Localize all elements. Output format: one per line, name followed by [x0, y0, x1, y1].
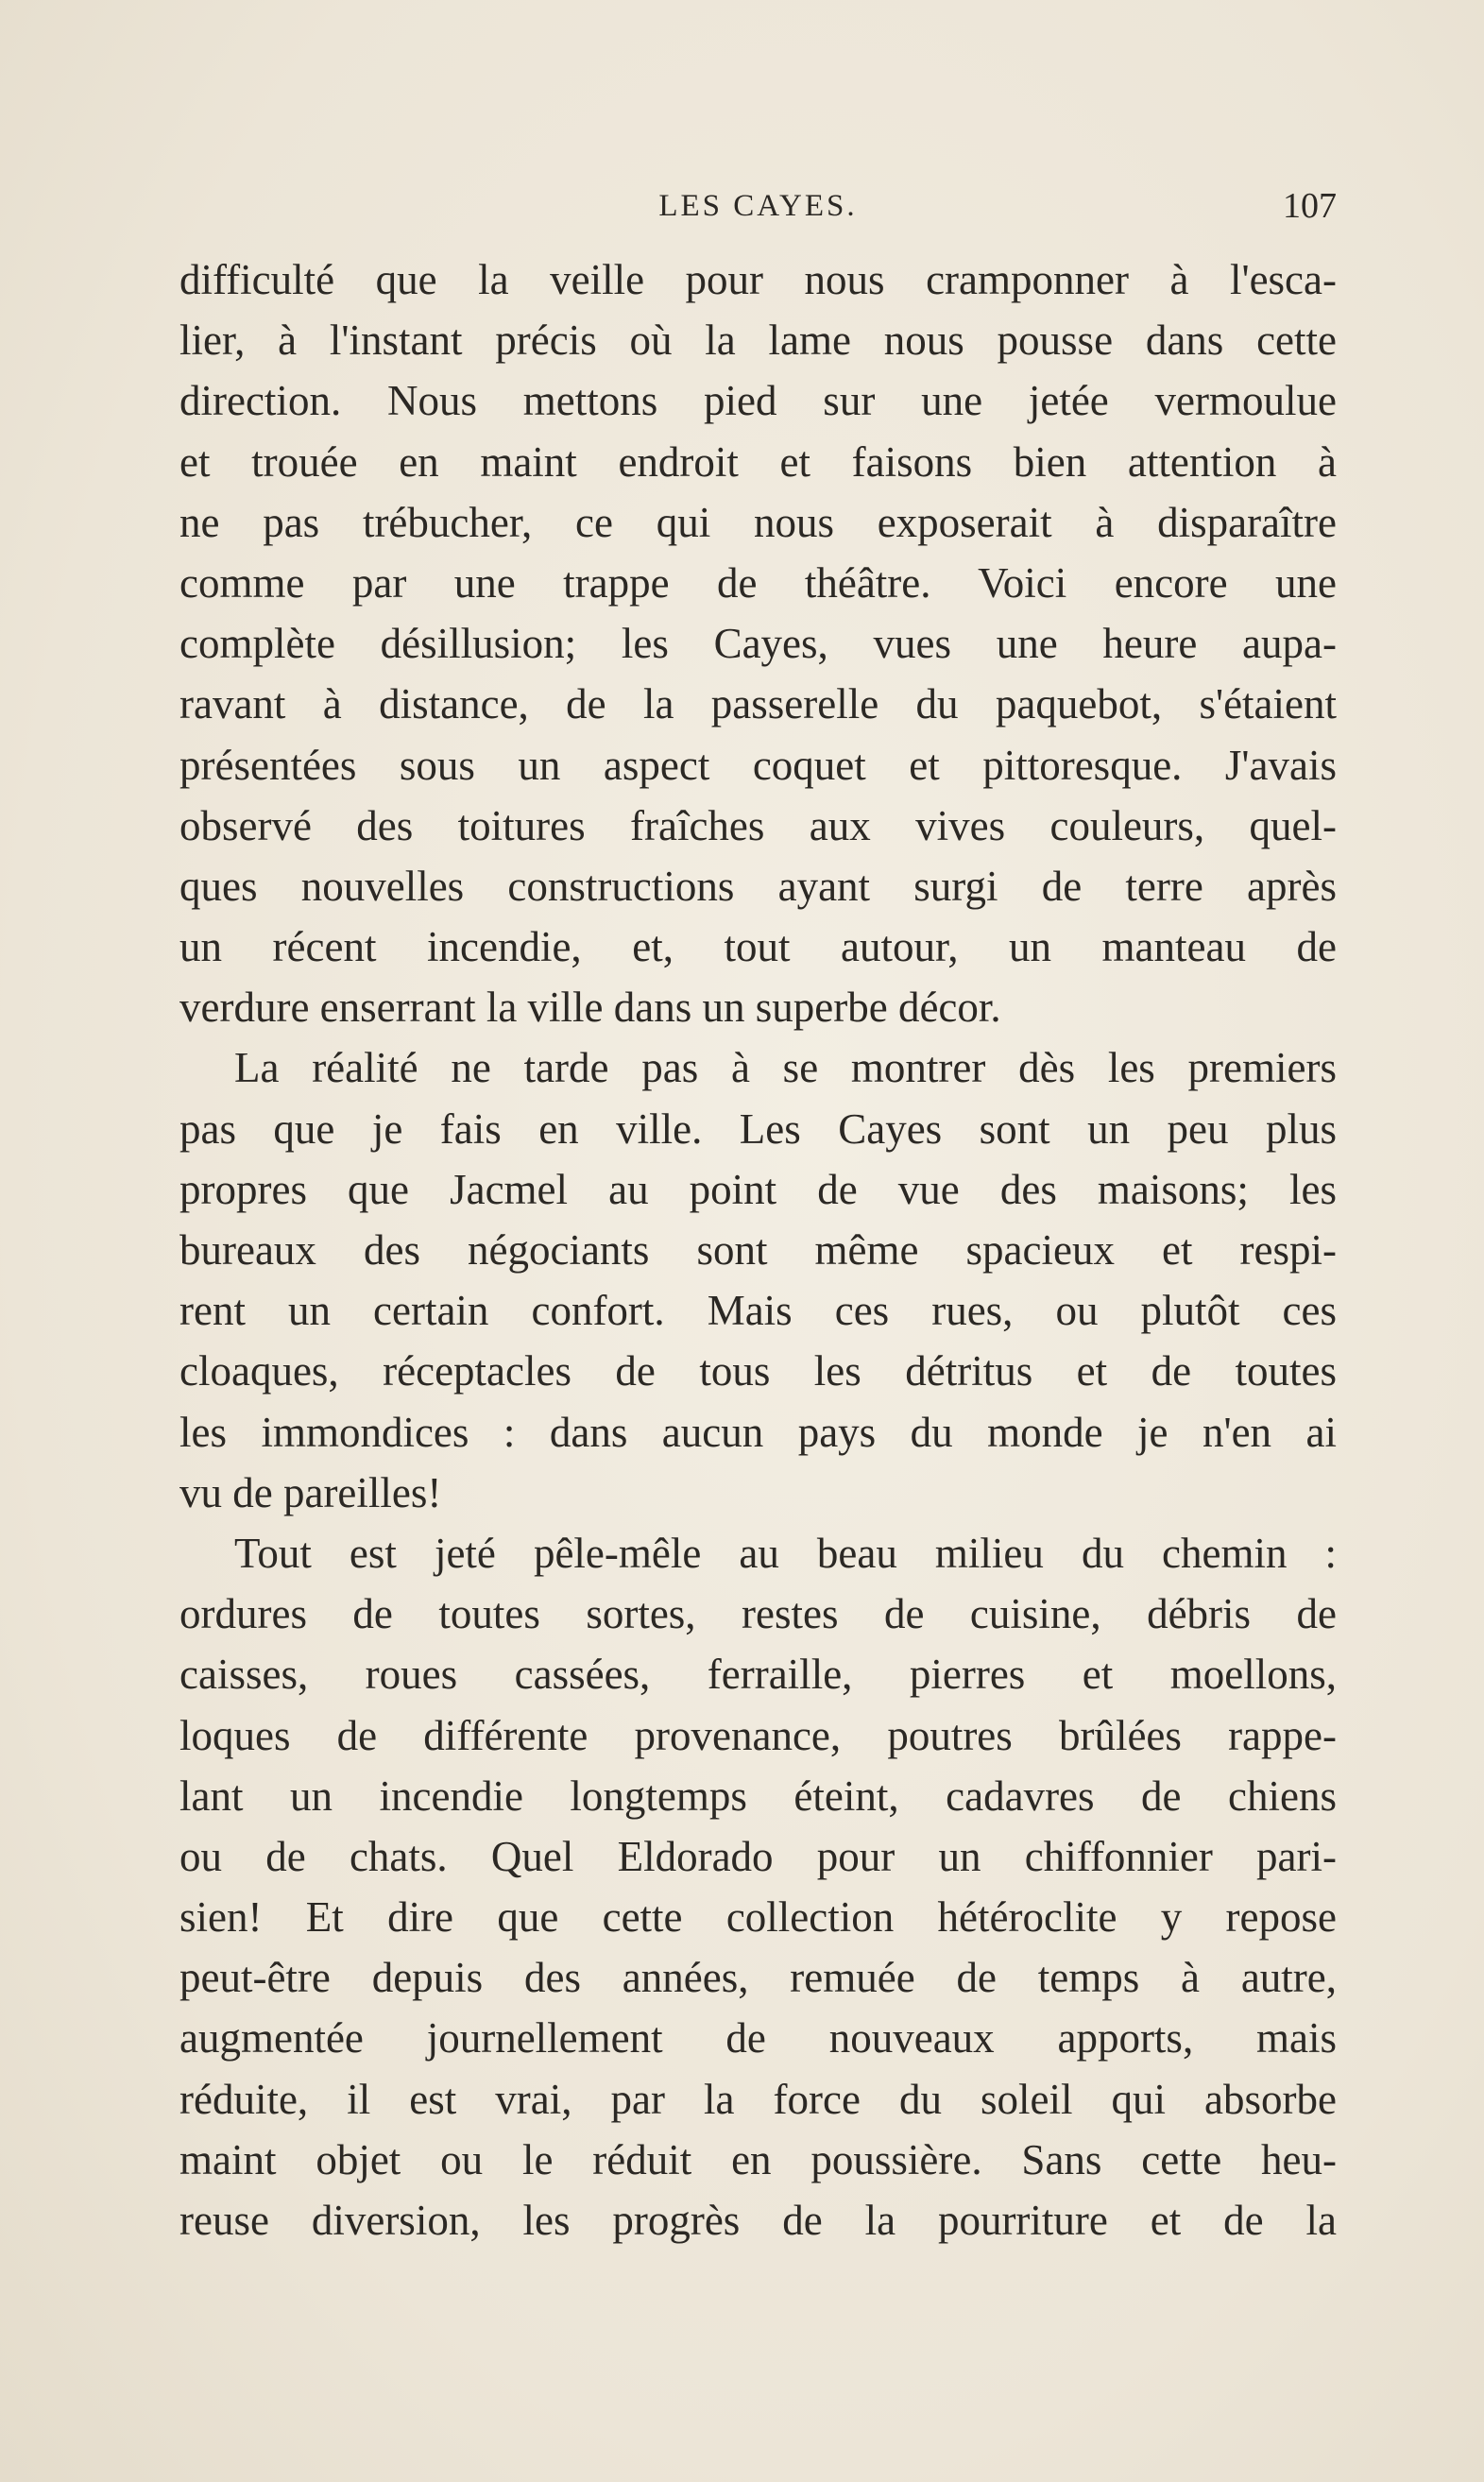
text-line: lier, à l'instant précis où la lame nous pousse dans cette	[179, 317, 1337, 365]
paragraph-start-line: La réalité ne tarde pas à se montrer dès les premiers	[234, 1044, 1337, 1092]
text-line: réduite, il est vrai, par la force du soleil qui absorbe	[179, 2075, 1337, 2123]
text-line: direction. Nous mettons pied sur une jetée vermoulue	[179, 377, 1337, 425]
text-line: reuse diversion, les progrès de la pourriture et de la	[179, 2197, 1337, 2244]
text-line: loques de différente provenance, poutres brûlées rappe-	[179, 1711, 1337, 1759]
text-line: bureaux des négociants sont même spacieux et respi-	[179, 1226, 1337, 1274]
text-line: observé des toitures fraîches aux vives couleurs, quel-	[179, 801, 1337, 849]
text-line: ordures de toutes sortes, restes de cuisine, débris de	[179, 1590, 1337, 1638]
text-line: vu de pareilles!	[179, 1468, 442, 1516]
text-line: présentées sous un aspect coquet et pittoresque. J'avais	[179, 741, 1337, 789]
text-line: pas que je fais en ville. Les Cayes sont un peu plus	[179, 1104, 1337, 1153]
text-line: cloaques, réceptacles de tous les détritus et de toutes	[179, 1347, 1337, 1395]
running-title: LES CAYES.	[658, 189, 858, 223]
text-line: sien! Et dire que cette collection hétéroclite y repose	[179, 1893, 1337, 1942]
text-line: comme par une trappe de théâtre. Voici encore une	[179, 558, 1337, 607]
text-line: les immondices : dans aucun pays du monde je n'en ai	[179, 1408, 1337, 1456]
text-line: ques nouvelles constructions ayant surgi de terre après	[179, 862, 1337, 910]
text-line: propres que Jacmel au point de vue des maisons; les	[179, 1165, 1337, 1213]
page-number: 107	[1283, 186, 1337, 226]
text-line: lant un incendie longtemps éteint, cadavres de chiens	[179, 1772, 1337, 1820]
body-text	[179, 249, 1337, 2251]
text-line: et trouée en maint endroit et faisons bien attention à	[179, 437, 1337, 486]
text-line: ne pas trébucher, ce qui nous exposerait à disparaître	[179, 498, 1337, 546]
text-line: un récent incendie, et, tout autour, un manteau de	[179, 923, 1337, 971]
paragraph-start-line: Tout est jeté pêle-mêle au beau milieu du chemin :	[234, 1529, 1337, 1577]
text-line: caisses, roues cassées, ferraille, pierres et moellons,	[179, 1651, 1337, 1699]
text-line: verdure enserrant la ville dans un superbe décor.	[179, 984, 1001, 1032]
text-line: augmentée journellement de nouveaux apports, mais	[179, 2014, 1337, 2063]
text-line: complète désillusion; les Cayes, vues une heure aupa-	[179, 620, 1337, 668]
text-line: rent un certain confort. Mais ces rues, ou plutôt ces	[179, 1287, 1337, 1335]
text-line: difficulté que la veille pour nous cramponner à l'esca-	[179, 256, 1337, 303]
text-line: peut-être depuis des années, remuée de temps à autre,	[179, 1954, 1337, 2002]
page-header	[179, 180, 1337, 232]
text-line: maint objet ou le réduit en poussière. Sans cette heu-	[179, 2135, 1337, 2183]
text-line: ou de chats. Quel Eldorado pour un chiffonnier pari-	[179, 1832, 1337, 1880]
text-line: ravant à distance, de la passerelle du paquebot, s'étaient	[179, 680, 1337, 728]
